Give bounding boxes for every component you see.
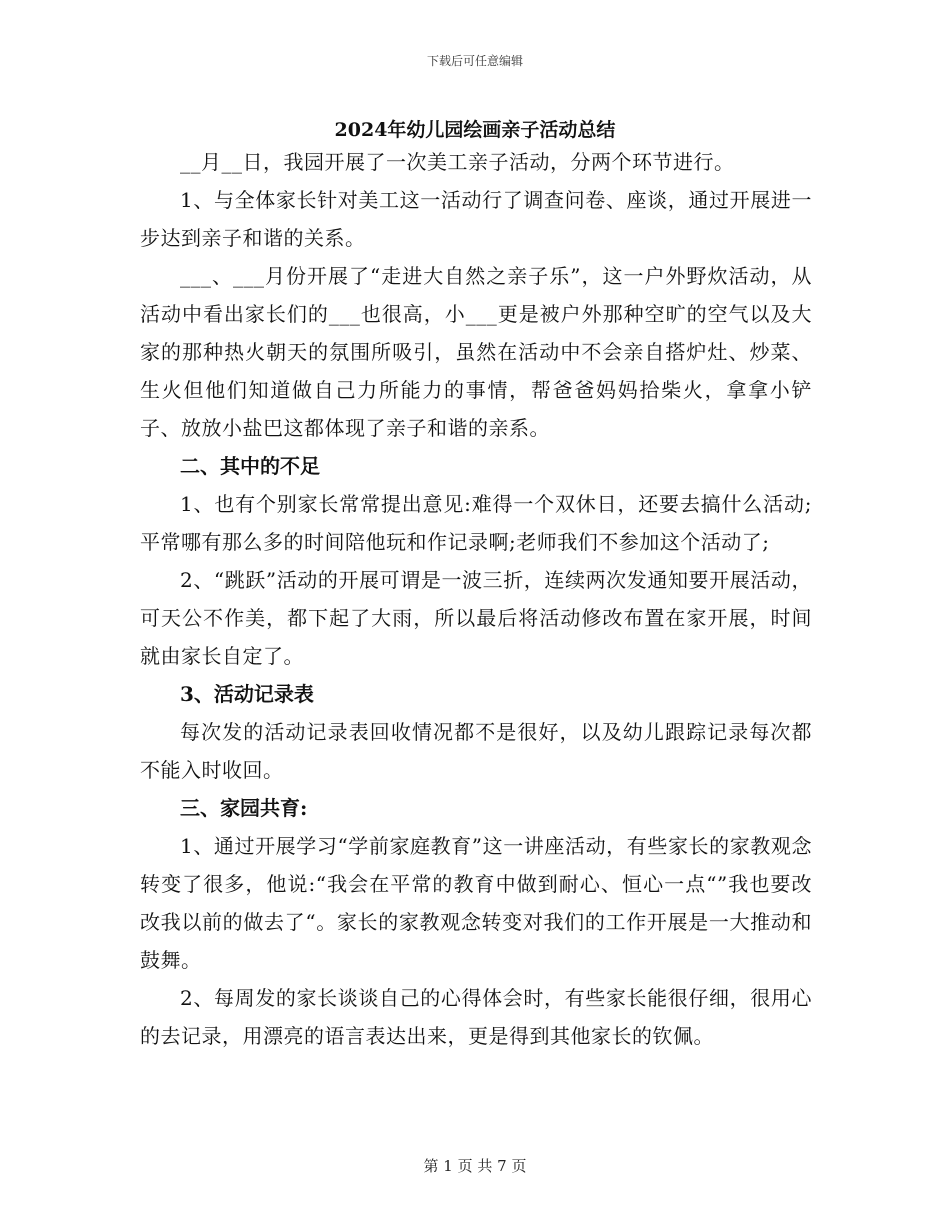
paragraph-lecture: 1、通过开展学习“学前家庭教育”这一讲座活动，有些家长的家教观念转变了很多，他说:“我会在平常的教育中做到耐心、恒心一点“”我也要改改我以前的做去了“。家长的家教观念转变对我们的工作开展是一大推动和鼓舞。 — [140, 834, 812, 972]
section-heading-record-sheet: 3、活动记录表 — [180, 682, 314, 706]
document-body — [140, 143, 812, 1055]
document-title: 2024年幼儿园绘画亲子活动总结 — [334, 119, 616, 141]
paragraph-jump-activity: 2、“跳跃”活动的开展可谓是一波三折，连续两次发通知要开展活动，可天公不作美，都下起了大雨，所以最后将活动修改布置在家开展，时间就由家长自定了。 — [140, 568, 812, 668]
section-heading-co-education: 三、家园共育: — [180, 796, 308, 820]
page-header: 下载后可任意编辑 — [426, 54, 523, 68]
page-number-footer: 第 1 页 共 7 页 — [423, 1157, 527, 1175]
paragraph-record-sheet: 每次发的活动记录表回收情况都不是很好，以及幼儿跟踪记录每次都不能入时收回。 — [140, 720, 812, 782]
paragraph-survey: 1、与全体家长针对美工这一活动行了调查问卷、座谈，通过开展进一步达到亲子和谐的关系。 — [140, 188, 812, 250]
paragraph-outdoor-activity: ___、___月份开展了“走进大自然之亲子乐”，这一户外野炊活动，从活动中看出家长们的___也很高，小___更是被户外那种空旷的空气以及大家的那种热火朝天的氛围所吸引，虽然在活动中不会亲自搭炉灶、炒菜、生火但他们知道做自己力所能力的事情，帮爸爸妈妈拾柴火，拿拿小铲子、放放小盐巴这都体现了亲子和谐的亲系。 — [140, 264, 812, 440]
section-heading-shortcomings: 二、其中的不足 — [180, 454, 320, 478]
paragraph-parent-complaints: 1、也有个别家长常常提出意见:难得一个双休日，还要去搞什么活动;平常哪有那么多的时间陪他玩和作记录啊;老师我们不参加这个活动了; — [140, 492, 812, 554]
paragraph-weekly-feedback: 2、每周发的家长谈谈自己的心得体会时，有些家长能很仔细，很用心的去记录，用漂亮的语言表达出来，更是得到其他家长的钦佩。 — [140, 986, 812, 1048]
paragraph-intro: __月__日，我园开展了一次美工亲子活动，分两个环节进行。 — [180, 150, 735, 174]
